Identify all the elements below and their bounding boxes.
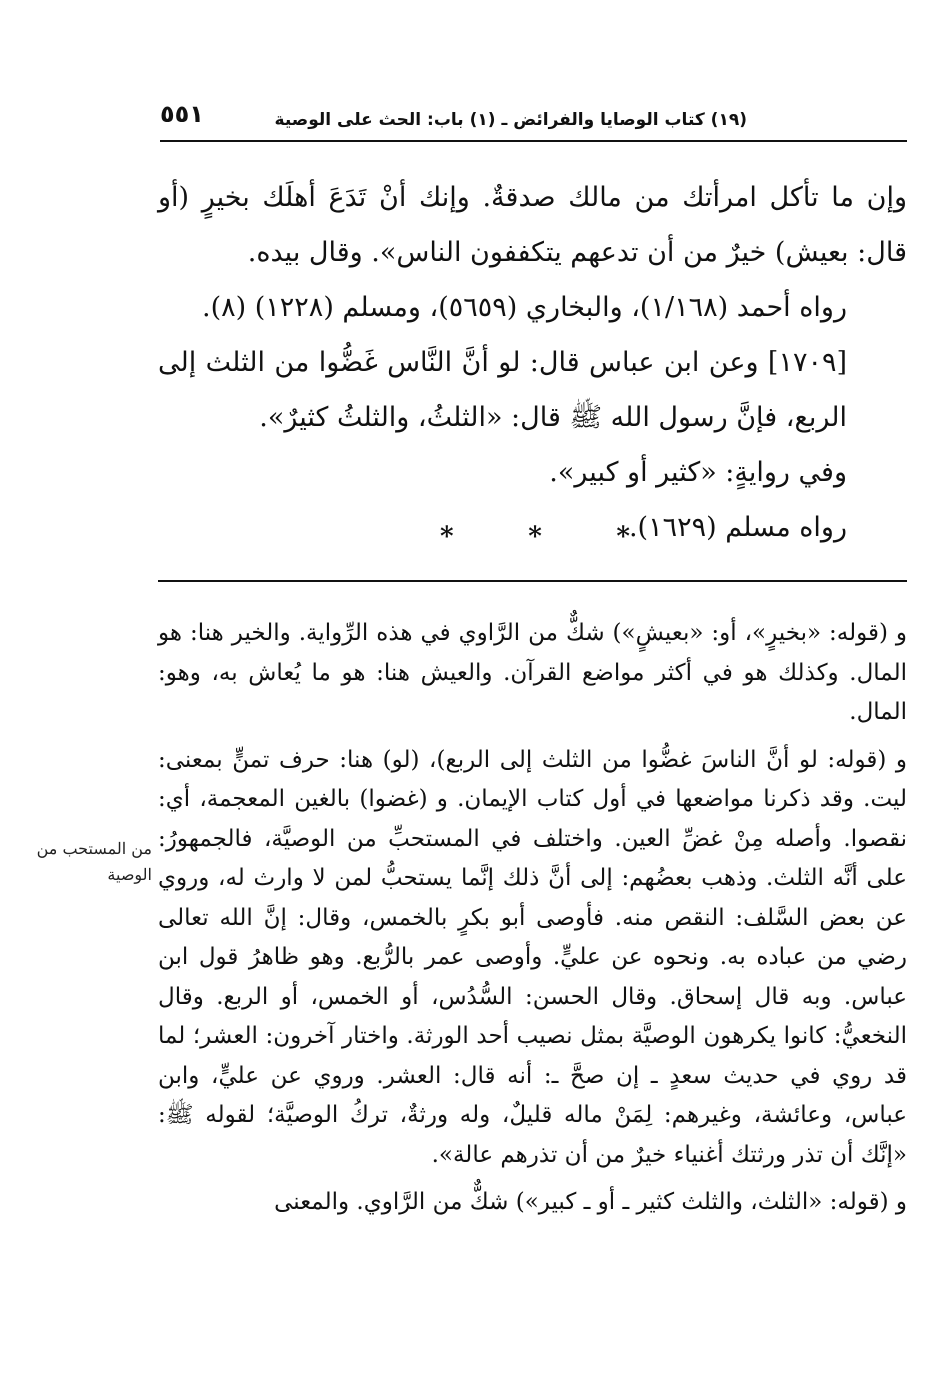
commentary-text — [158, 614, 907, 1231]
page-number: ٥٥١ — [160, 100, 204, 128]
star-ornament: * — [528, 522, 542, 552]
main-paragraph-3: [١٧٠٩] وعن ابن عباس قال: لو أنَّ النَّاس غَضُّوا من الثلث إلى الربع، فإنَّ رسول الله ﷺ قال: «الثلثُ، والثلثُ كثيرٌ». — [158, 347, 847, 433]
running-header — [160, 100, 907, 142]
section-stars — [440, 522, 630, 552]
commentary-paragraph-1: و (قوله: «بخيرٍ»، أو: «بعيشٍ») شكٌّ من الرَّاوي في هذه الرِّواية. والخير هنا: هو المال. وكذلك هو في أكثر مواضع القرآن. والعيش هنا: هو ما يُعاش به، وهو: المال. — [158, 620, 907, 725]
hadith-text — [158, 170, 907, 555]
star-ornament: * — [440, 522, 454, 552]
commentary-paragraph-3: و (قوله: «الثلث، والثلث كثير ـ أو ـ كبير») شكٌّ من الرَّاوي. والمعنى — [274, 1189, 907, 1215]
footnote-separator — [158, 580, 907, 582]
running-title: (١٩) كتاب الوصايا والفرائض ـ (١) باب: الحث على الوصية — [274, 110, 747, 130]
main-paragraph-1: وإن ما تأكل امرأتك من مالك صدقةٌ. وإنك أنْ تَدَعَ أهلَك بخيرٍ (أو قال: بعيش) خيرٌ من أن تدعهم يتكففون الناس». وقال بيده. — [158, 182, 907, 268]
star-ornament: * — [616, 522, 630, 552]
commentary-paragraph-2: و (قوله: لو أنَّ الناسَ غضُّوا من الثلث إلى الربع)، (لو) هنا: حرف تمنٍّ بمعنى: ليت. وقد ذكرنا مواضعها في أول كتاب الإيمان. و (غضوا) بالغين المعجمة، أي: نقصوا. وأصله مِنْ غضِّ العين. واختلف في المستحبِّ من الوصيَّة، فالجمهورُ: على أنَّه الثلث. وذهب بعضُهم: إلى أنَّ ذلك إنَّما يستحبُّ لمن لا وارث له، وروي عن بعض السَّلف: النقص منه. فأوصى أبو بكرٍ بالخمس، وقال: إنَّ الله تعالى رضي من عباده به. ونحوه عن عليٍّ. وأوصى عمر بالرُّبع. وهو ظاهرُ قول ابن عباس. وبه قال إسحاق. وقال الحسن: السُّدُس، أو الخمس، أو الربع. وقال النخعيُّ: كانوا يكرهون الوصيَّة بمثل نصيب أحد الورثة. واختار آخرون: العشر؛ لما قد روي في حديث سعدٍ ـ إن صحَّ ـ: أنه قال: العشر. وروي عن عليٍّ، وابن عباس، وعائشة، وغيرهم: لِمَنْ ماله قليلٌ، وله ورثةٌ، تركُ الوصيَّة؛ لقوله ﷺ: «إنَّك أن تذر ورثتك أغنياء خيرٌ من أن تذرهم عالة». — [158, 746, 907, 1168]
main-paragraph-2: رواه أحمد (١/١٦٨)، والبخاري (٥٦٥٩)، ومسلم (١٢٢٨) (٨). — [202, 292, 847, 323]
main-paragraph-5: رواه مسلم (١٦٢٩). — [628, 512, 847, 543]
main-paragraph-4: وفي روايةٍ: «كثير أو كبير». — [549, 457, 847, 488]
margin-note: من المستحب من الوصية — [36, 839, 152, 884]
